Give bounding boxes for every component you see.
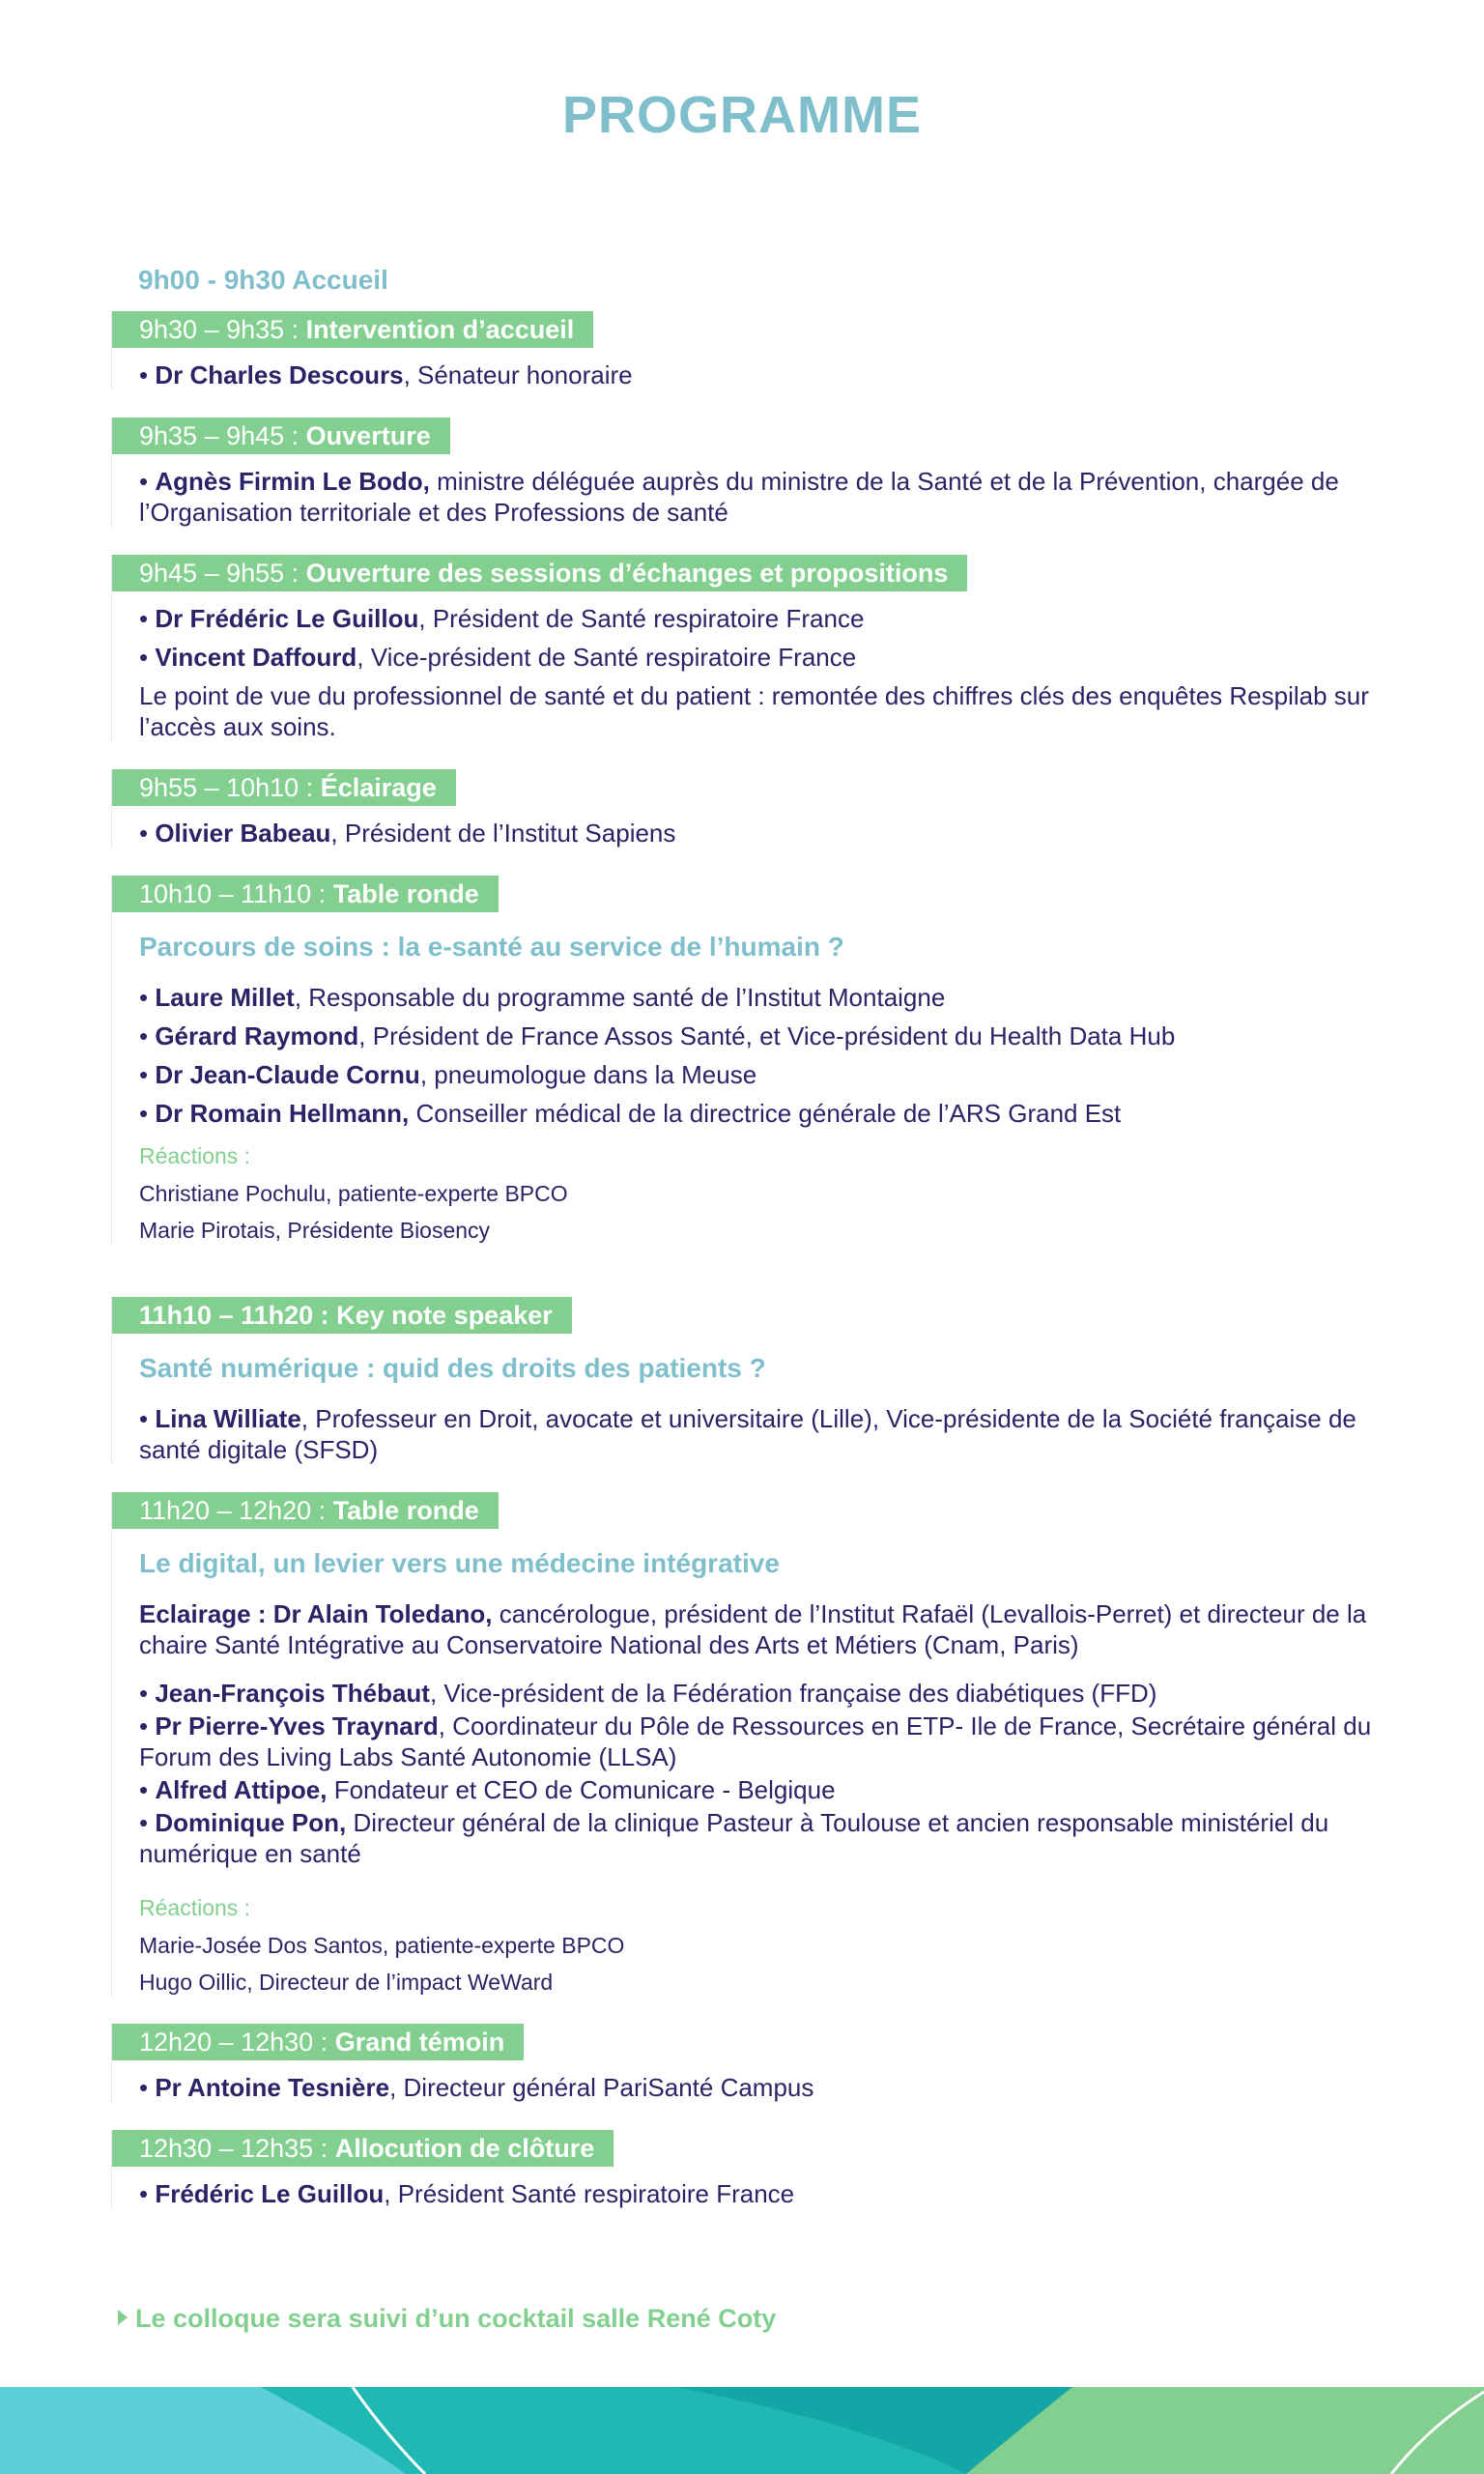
speaker-name: Agnès Firmin Le Bodo,: [155, 467, 430, 496]
speaker-item: • Dr Jean-Claude Cornu, pneumologue dans la Meuse: [139, 1060, 757, 1089]
speaker-name: Laure Millet: [155, 983, 295, 1012]
reaction-item: Marie-Josée Dos Santos, patiente-experte BPCO: [139, 1933, 625, 1958]
session-title: Intervention d’accueil: [305, 315, 575, 344]
session-ouverture-echanges: [111, 555, 1396, 742]
session-time-bar: [112, 311, 593, 348]
reaction-item: Marie Pirotais, Présidente Biosency: [139, 1218, 491, 1243]
session-subtitle: Parcours de soins : la e-santé au service de l’humain ?: [139, 932, 844, 962]
speaker-item: • Frédéric Le Guillou, Président Santé respiratoire France: [139, 2179, 795, 2208]
session-time-bar: [112, 417, 450, 454]
reactions-label: Réactions :: [139, 1143, 251, 1168]
speaker-name: Eclairage : Dr Alain Toledano,: [139, 1599, 493, 1628]
speaker-role: , Président de France Assos Santé, et Vice-président du Health Data Hub: [358, 1021, 1176, 1050]
eclairage-item: [139, 1598, 1396, 1660]
session-title: Grand témoin: [334, 2028, 505, 2057]
session-time: 12h20 – 12h30 :: [139, 2028, 328, 2057]
session-time: 12h30 – 12h35 :: [139, 2134, 328, 2163]
speaker-role: , Responsable du programme santé de l’Institut Montaigne: [294, 983, 946, 1012]
session-time-bar: [112, 1297, 572, 1334]
reaction-item: Hugo Oillic, Directeur de l’impact WeWard: [139, 1970, 554, 1995]
speaker-role: , Sénateur honoraire: [403, 360, 633, 389]
session-intervention-accueil: [111, 311, 1396, 390]
speaker-name: Gérard Raymond: [155, 1021, 359, 1050]
speaker-role: ministre déléguée auprès du ministre de la Santé et de la Prévention, chargée de l’Organisation territoriale et des Professions de santé: [139, 467, 1339, 527]
speaker-name: Lina Williate: [155, 1404, 301, 1433]
session-time-bar: [112, 2130, 614, 2167]
speaker-item: • Dr Frédéric Le Guillou, Président de Santé respiratoire France: [139, 604, 865, 633]
speaker-role: , pneumologue dans la Meuse: [419, 1060, 757, 1089]
session-time-bar: [112, 2024, 524, 2060]
session-eclairage: [111, 769, 1396, 849]
closing-text: Le colloque sera suivi d’un cocktail salle René Coty: [135, 2304, 777, 2333]
speaker-item: • Dominique Pon, Directeur général de la clinique Pasteur à Toulouse et ancien responsable ministériel du numérique en santé: [139, 1808, 1329, 1868]
session-grand-temoin: [111, 2024, 1396, 2103]
speaker-item: • Dr Charles Descours, Sénateur honoraire: [139, 360, 633, 389]
page-title: PROGRAMME: [562, 86, 922, 144]
speaker-role: , Président Santé respiratoire France: [384, 2179, 795, 2208]
speaker-role: , Professeur en Droit, avocate et universitaire (Lille), Vice-présidente de la Société française de santé digitale (SFSD): [139, 1404, 1356, 1464]
speaker-item: • Jean-François Thébaut, Vice-président de la Fédération française des diabétiques (FFD): [139, 1679, 1157, 1708]
speaker-name: Dominique Pon,: [155, 1808, 347, 1837]
session-table-ronde-1: [111, 876, 1396, 1245]
session-time: 10h10 – 11h10 :: [139, 879, 327, 908]
speaker-name: Dr Jean-Claude Cornu: [155, 1060, 420, 1089]
speaker-name: Frédéric Le Guillou: [155, 2179, 385, 2208]
speaker-role: Fondateur et CEO de Comunicare - Belgique: [327, 1775, 836, 1804]
reactions-label: Réactions :: [139, 1895, 251, 1920]
closing-note: [118, 2304, 776, 2334]
speaker-name: Dr Romain Hellmann,: [155, 1099, 410, 1128]
speaker-item: • Agnès Firmin Le Bodo, ministre déléguée auprès du ministre de la Santé et de la Prévention, chargée de l’Organisation territoriale et des Professions de santé: [139, 467, 1339, 527]
session-time: 9h45 – 9h55 :: [139, 559, 300, 588]
speaker-name: Olivier Babeau: [155, 819, 331, 848]
session-key-note: [111, 1297, 1396, 1465]
speaker-item: • Lina Williate, Professeur en Droit, avocate et universitaire (Lille), Vice-présidente de la Société française de santé digitale (SFSD): [139, 1404, 1356, 1464]
speaker-name: Pr Antoine Tesnière: [155, 2073, 390, 2102]
speaker-name: Vincent Daffourd: [155, 643, 357, 672]
session-time-bar: [112, 876, 499, 912]
session-subtitle: Le digital, un levier vers une médecine intégrative: [139, 1548, 780, 1578]
speaker-name: Dr Frédéric Le Guillou: [155, 604, 419, 633]
session-time: 9h55 – 10h10 :: [139, 773, 314, 802]
speaker-role: , Président de Santé respiratoire France: [418, 604, 865, 633]
speaker-item: • Pr Pierre-Yves Traynard, Coordinateur du Pôle de Ressources en ETP- Ile de France, Secrétaire général du Forum des Living Labs Santé Autonomie (LLSA): [139, 1712, 1372, 1771]
speaker-item: • Dr Romain Hellmann, Conseiller médical de la directrice générale de l’ARS Grand Est: [139, 1099, 1122, 1128]
speaker-item: • Pr Antoine Tesnière, Directeur général PariSanté Campus: [139, 2073, 814, 2102]
speaker-name: Jean-François Thébaut: [155, 1679, 430, 1708]
session-title: Allocution de clôture: [334, 2134, 595, 2163]
welcome-slot: 9h00 - 9h30 Accueil: [138, 265, 388, 295]
speaker-role: Conseiller médical de la directrice générale de l’ARS Grand Est: [409, 1099, 1122, 1128]
session-title: Table ronde: [332, 879, 479, 908]
speaker-name: Dr Charles Descours: [155, 360, 404, 389]
speaker-role: , Vice-président de Santé respiratoire France: [357, 643, 857, 672]
speaker-role: , Coordinateur du Pôle de Ressources en ETP- Ile de France, Secrétaire général du Forum des Living Labs Santé Autonomie (LLSA): [139, 1712, 1372, 1771]
speaker-item: • Olivier Babeau, Président de l’Institut Sapiens: [139, 819, 676, 848]
speaker-name: Alfred Attipoe,: [155, 1775, 328, 1804]
speaker-item: • Alfred Attipoe, Fondateur et CEO de Comunicare - Belgique: [139, 1775, 836, 1804]
speaker-role: , Président de l’Institut Sapiens: [330, 819, 676, 848]
session-time-bar: [112, 1492, 499, 1529]
session-title: Table ronde: [332, 1496, 479, 1525]
speaker-item: • Vincent Daffourd, Vice-président de Santé respiratoire France: [139, 643, 857, 672]
session-allocution-cloture: [111, 2130, 1396, 2209]
programme-list: [111, 261, 1396, 2217]
session-title: Ouverture: [305, 421, 431, 450]
session-time-bar: [112, 769, 456, 806]
speaker-role: cancérologue, président de l’Institut Rafaël (Levallois-Perret) et directeur de la chaire Santé Intégrative au Conservatoire National des Arts et Métiers (Cnam, Paris): [139, 1599, 1367, 1659]
session-time: 11h20 – 12h20 :: [139, 1496, 333, 1525]
session-table-ronde-2: [111, 1492, 1396, 1997]
session-time: 9h30 – 9h35 :: [139, 315, 300, 344]
reaction-item: Christiane Pochulu, patiente-experte BPCO: [139, 1181, 568, 1206]
triangle-bullet-icon: [118, 2310, 128, 2325]
session-note: Le point de vue du professionnel de santé et du patient : remontée des chiffres clés des enquêtes Respilab sur l’accès aux soins.: [139, 681, 1369, 741]
session-subtitle: Santé numérique : quid des droits des patients ?: [139, 1353, 766, 1383]
speaker-name: Pr Pierre-Yves Traynard: [155, 1712, 439, 1740]
session-title: Éclairage: [320, 773, 437, 802]
speaker-item: • Laure Millet, Responsable du programme santé de l’Institut Montaigne: [139, 983, 946, 1012]
session-ouverture: [111, 417, 1396, 528]
speaker-role: , Vice-président de la Fédération française des diabétiques (FFD): [429, 1679, 1157, 1708]
session-time: 9h35 – 9h45 :: [139, 421, 300, 450]
speaker-role: Directeur général de la clinique Pasteur à Toulouse et ancien responsable ministériel du numérique en santé: [139, 1808, 1329, 1868]
session-time: 11h10 – 11h20 : Key note speaker: [139, 1301, 553, 1330]
speaker-item: • Gérard Raymond, Président de France Assos Santé, et Vice-président du Health Data Hub: [139, 1021, 1176, 1050]
speaker-role: , Directeur général PariSanté Campus: [389, 2073, 814, 2102]
footer-decoration: [0, 2387, 1484, 2474]
session-time-bar: [112, 555, 967, 591]
session-title: Ouverture des sessions d’échanges et propositions: [305, 559, 949, 588]
